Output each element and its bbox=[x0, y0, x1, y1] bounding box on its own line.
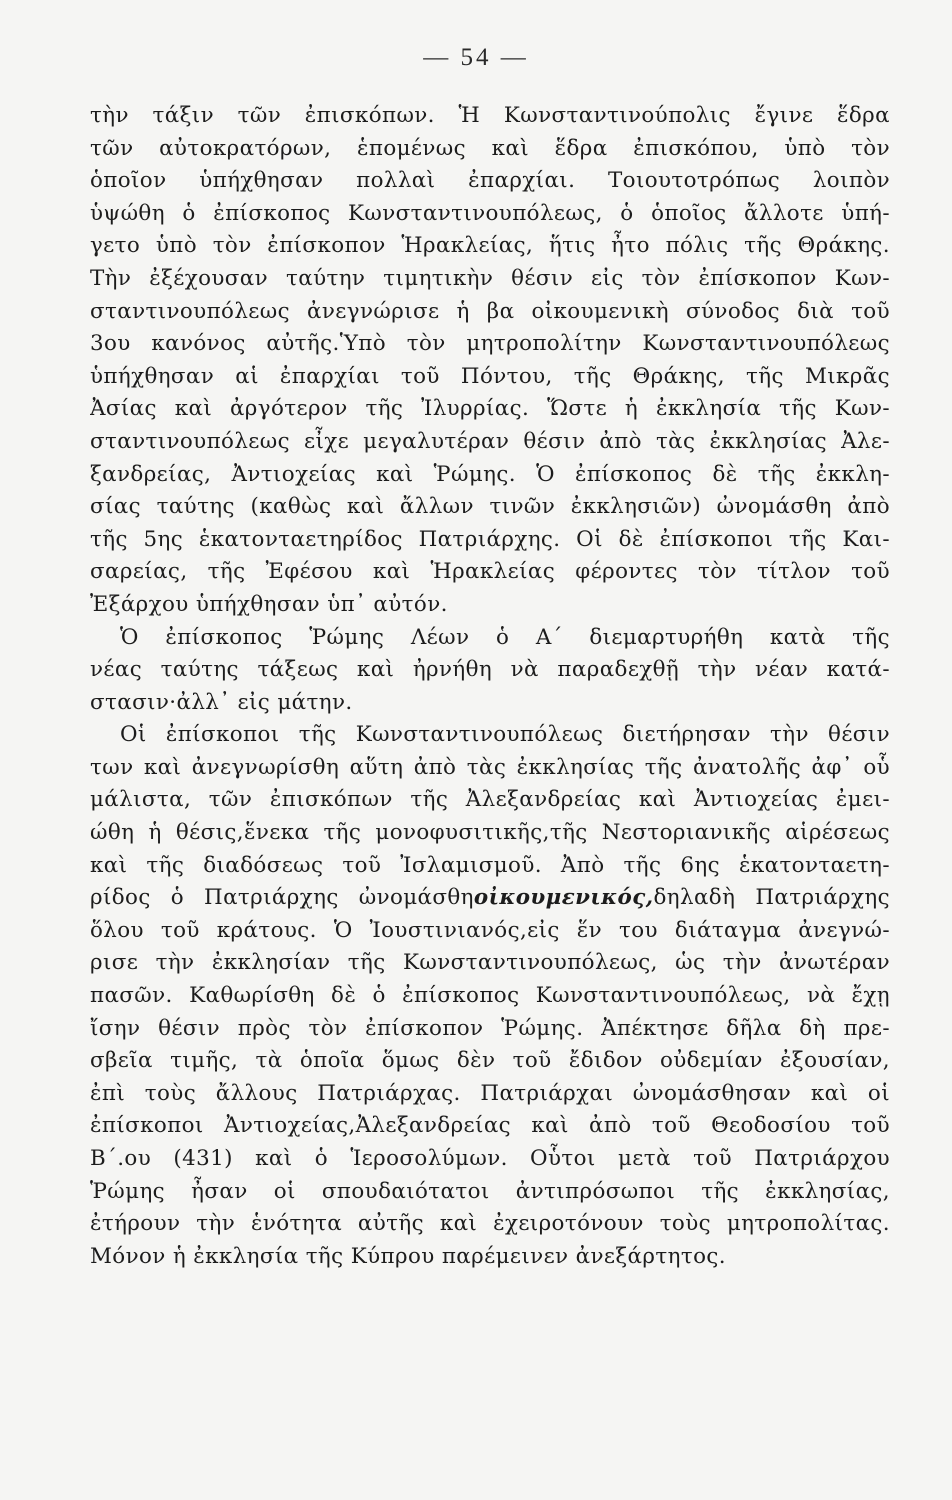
text-line: σίας ταύτης (καθὼς καὶ ἄλλων τινῶν ἐκκλησιῶν) ὠνομάσθη ἀπὸ bbox=[90, 494, 890, 520]
text-line: ἴσην θέσιν πρὸς τὸν ἐπίσκοπον Ῥώμης. Ἀπέκτησε δῆλα δὴ πρε- bbox=[90, 1015, 890, 1041]
text-line: ρισε τὴν ἐκκλησίαν τῆς Κωνσταντινουπόλεως, ὡς τὴν ἀνωτέραν bbox=[90, 950, 890, 976]
emphasized-word: οἰκουμενικός, bbox=[473, 885, 654, 911]
text-line: στασιν·ἀλλ᾽ εἰς μάτην. bbox=[90, 689, 353, 715]
text-line: ὑψώθη ὁ ἐπίσκοπος Κωνσταντινουπόλεως, ὁ ὁποῖος ἄλλοτε ὑπή- bbox=[90, 200, 890, 226]
text-line: σβεῖα τιμῆς, τὰ ὁποῖα ὅμως δὲν τοῦ ἔδιδον οὐδεμίαν ἐξουσίαν, bbox=[90, 1048, 890, 1074]
text-line: Τὴν ἐξέχουσαν ταύτην τιμητικὴν θέσιν εἰς τὸν ἐπίσκοπον Κων- bbox=[90, 265, 890, 291]
text-line: ώθη ἡ θέσις,ἕνεκα τῆς μονοφυσιτικῆς,τῆς Νεστοριανικῆς αἱρέσεως bbox=[90, 820, 890, 846]
text-line: τῶν αὐτοκρατόρων, ἑπομένως καὶ ἕδρα ἐπισκόπου, ὑπὸ τὸν bbox=[90, 135, 890, 161]
text-line: σταντινουπόλεως ἀνεγνώρισε ἡ βα οἰκουμενικὴ σύνοδος διὰ τοῦ bbox=[90, 298, 890, 324]
text-line: τῆς 5ης ἑκατονταετηρίδος Πατριάρχης. Οἱ δὲ ἐπίσκοποι τῆς Και- bbox=[90, 526, 890, 552]
text-line: ἐπίσκοποι Ἀντιοχείας,Ἀλεξανδρείας καὶ ἀπὸ τοῦ Θεοδοσίου τοῦ bbox=[90, 1113, 890, 1139]
text-line: τὴν τάξιν τῶν ἐπισκόπων. Ἡ Κωνσταντινούπολις ἔγινε ἕδρα bbox=[90, 103, 890, 128]
text-line: Ἀσίας καὶ ἀργότερον τῆς Ἰλυρρίας. Ὥστε ἡ ἐκκλησία τῆς Κων- bbox=[90, 396, 890, 422]
page-number: — 54 — bbox=[423, 44, 529, 71]
text-line: Μόνον ἡ ἐκκλησία τῆς Κύπρου παρέμεινεν ἀνεξάρτητος. bbox=[90, 1243, 726, 1269]
text-segment: δηλαδὴ Πατριάρχης bbox=[653, 885, 890, 911]
text-line: πασῶν. Καθωρίσθη δὲ ὁ ἐπίσκοπος Κωνσταντινουπόλεως, νὰ ἔχῃ bbox=[90, 983, 890, 1009]
text-line: μάλιστα, τῶν ἐπισκόπων τῆς Ἀλεξανδρείας καὶ Ἀντιοχείας ἐμει- bbox=[90, 787, 890, 813]
text-line: ἐτήρουν τὴν ἑνότητα αὐτῆς καὶ ἐχειροτόνουν τοὺς μητροπολίτας. bbox=[90, 1211, 890, 1237]
body-text bbox=[90, 100, 890, 1273]
text-line: νέας ταύτης τάξεως καὶ ἠρνήθη νὰ παραδεχθῇ τὴν νέαν κατά- bbox=[90, 657, 890, 683]
text-line-emphasis bbox=[90, 882, 890, 915]
text-line: Οἱ ἐπίσκοποι τῆς Κωνσταντινουπόλεως διετήρησαν τὴν θέσιν bbox=[120, 722, 890, 748]
text-line: ξανδρείας, Ἀντιοχείας καὶ Ῥώμης. Ὁ ἐπίσκοπος δὲ τῆς ἐκκλη- bbox=[90, 461, 890, 487]
text-line: γετο ὑπὸ τὸν ἐπίσκοπον Ἡρακλείας, ἥτις ἦτο πόλις τῆς Θράκης. bbox=[90, 233, 890, 259]
text-line: ὁποῖον ὑπήχθησαν πολλαὶ ἐπαρχίαι. Τοιουτοτρόπως λοιπὸν bbox=[90, 168, 890, 194]
text-line: Ῥώμης ἦσαν οἱ σπουδαιότατοι ἀντιπρόσωποι τῆς ἐκκλησίας, bbox=[90, 1178, 890, 1204]
text-line: Ἐξάρχου ὑπήχθησαν ὑπ᾽ αὐτόν. bbox=[90, 591, 448, 617]
text-line: σαρείας, τῆς Ἐφέσου καὶ Ἡρακλείας φέροντες τὸν τίτλον τοῦ bbox=[90, 559, 890, 585]
text-segment: ρίδος ὁ Πατριάρχης ὠνομάσθη bbox=[90, 885, 474, 911]
text-line: Ὁ ἐπίσκοπος Ῥώμης Λέων ὁ Α΄ διεμαρτυρήθη κατὰ τῆς bbox=[120, 624, 890, 650]
text-line: ὅλου τοῦ κράτους. Ὁ Ἰουστινιανός,εἰς ἕν του διάταγμα ἀνεγνώ- bbox=[90, 917, 890, 943]
text-line: ἐπὶ τοὺς ἄλλους Πατριάρχας. Πατριάρχαι ὠνομάσθησαν καὶ οἱ bbox=[90, 1080, 890, 1106]
text-line: καὶ τῆς διαδόσεως τοῦ Ἰσλαμισμοῦ. Ἀπὸ τῆς 6ης ἑκατονταετη- bbox=[90, 852, 890, 878]
text-line: Β΄.ου (431) καὶ ὁ Ἱεροσολύμων. Οὗτοι μετὰ τοῦ Πατριάρχου bbox=[90, 1146, 890, 1171]
text-line: 3ου κανόνος αὐτῆς.Ὑπὸ τὸν μητροπολίτην Κωνσταντινουπόλεως bbox=[90, 331, 890, 357]
text-line: σταντινουπόλεως εἶχε μεγαλυτέραν θέσιν ἀπὸ τὰς ἐκκλησίας Ἀλε- bbox=[90, 428, 890, 454]
text-line: των καὶ ἀνεγνωρίσθη αὕτη ἀπὸ τὰς ἐκκλησίας τῆς ἀνατολῆς ἀφ᾽ οὗ bbox=[90, 754, 890, 780]
text-line: ὑπήχθησαν αἱ ἐπαρχίαι τοῦ Πόντου, τῆς Θράκης, τῆς Μικρᾶς bbox=[90, 363, 890, 389]
